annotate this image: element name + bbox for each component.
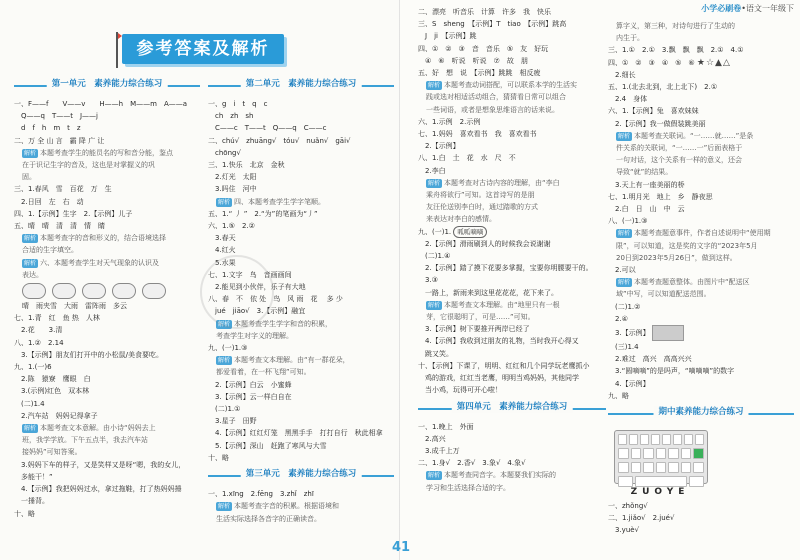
answer-line: 七、1.文字 鸟 音画画间 bbox=[208, 270, 292, 279]
sleet-icon bbox=[52, 283, 76, 299]
section-heading-unit3: 第三单元 素养能力综合练习 bbox=[208, 467, 394, 485]
explanation-line: 解析 本题考查学生的能员名的写和音分能，鉴点 bbox=[24, 148, 174, 157]
answer-line: 三、1.春风 雪 百花 万 生 bbox=[14, 185, 112, 194]
explanation-line: 都爱看着，在一杯飞翔”可知。 bbox=[216, 368, 311, 377]
explanation-line: 域”中写，可以知道配送范围。 bbox=[616, 290, 711, 299]
answer-line: 3.(示例)红色 双本林 bbox=[14, 387, 90, 396]
explanation-line: 来表达对李白的感情。 bbox=[426, 215, 496, 224]
answer-line: 当小鸡，玩得可开心啦！ bbox=[418, 386, 502, 395]
sunny-icon bbox=[22, 283, 46, 299]
answer-line: 2.难过 高兴 高高兴兴 bbox=[608, 355, 692, 364]
answer-line: 九、略 bbox=[608, 391, 629, 400]
answer-line: 5.水果 bbox=[208, 258, 236, 267]
answer-line: 3.③ bbox=[418, 276, 438, 285]
answer-line: Q——q T——t J——j bbox=[14, 112, 98, 121]
answer-line: 3.【示例】云一样白自在 bbox=[208, 392, 292, 401]
answer-line: 2.细长 bbox=[608, 70, 636, 79]
answer-line: ch zh sh bbox=[208, 112, 254, 121]
answer-line: 五、1.(北去北到，北上北下) 2.① bbox=[608, 83, 718, 92]
answer-line: 一、1.xīng 2.fēng 3.zhǐ zhī bbox=[208, 490, 314, 499]
answer-line: 3.妈妈下车的样子，又是笑样又是呀“嗯，我的女儿， bbox=[14, 460, 186, 469]
answer-line: 三、1.快乐 北京 金秋 bbox=[208, 161, 285, 170]
page-number: 41 bbox=[391, 540, 411, 555]
explanation-line: 合适的生字填空。 bbox=[22, 246, 78, 255]
answer-line: 二、漂亮 听音乐 计算 许多 我 快乐 bbox=[418, 8, 551, 16]
explanation-badge: 解析 bbox=[618, 279, 631, 287]
explanation-badge: 解析 bbox=[218, 320, 231, 328]
explanation-line: 算字义，第三种，对诗句进行了生动的 bbox=[616, 22, 735, 30]
explanation-line: 20日到2023年5月26日”，做到这样。 bbox=[616, 253, 737, 262]
explanation-line: 固。 bbox=[22, 173, 36, 182]
answer-line: 九、(一)1.③ bbox=[208, 344, 248, 353]
answer-column-1 bbox=[14, 74, 200, 520]
answer-line: 八、1.白 土 花 水 尺 不 bbox=[418, 154, 516, 163]
answer-line: 3.成千上万 bbox=[418, 446, 460, 455]
answer-line: 一、1.晚上 外面 bbox=[418, 422, 474, 431]
answer-line: 六、1.示例 2.示例 bbox=[418, 117, 481, 126]
explanation-line: 一句对话，这个关系有一样的意义，还会 bbox=[616, 156, 742, 165]
answer-line: 4.【示例】我把妈妈过水，拿过拖鞋，打了热妈妈捶 bbox=[14, 485, 182, 494]
explanation-badge: 解析 bbox=[24, 235, 37, 243]
answer-line: 4.【示例】 bbox=[608, 379, 650, 388]
explanation-line: 解析 本题考查题意整体。由图片中“配送区 bbox=[618, 278, 750, 287]
explanation-line: 生活实际选择各音字的正确读音。 bbox=[216, 514, 321, 523]
section-heading-midterm: 期中素养能力综合练习 bbox=[608, 405, 794, 423]
answer-line: 五、晴 晴 清 清 情 睛 bbox=[14, 222, 105, 231]
answer-line: 3.星子 田野 bbox=[208, 417, 257, 426]
explanation-badge: 解析 bbox=[24, 425, 37, 433]
answer-column-3 bbox=[418, 6, 606, 494]
answer-line: C——c T——t Q——q C——c bbox=[208, 124, 327, 133]
answer-line: 3.“圆嘀嘀”的是吗声，“嘀嘀嘀”的数字 bbox=[608, 367, 735, 376]
illustration-thumbnail bbox=[652, 325, 684, 341]
heavy-rain-icon bbox=[82, 283, 106, 299]
explanation-line: 解析 本题考查关联词。“一……就……”是条 bbox=[618, 131, 754, 140]
answer-line: 2.陈 猿寮 鹰眼 白 bbox=[14, 375, 91, 384]
answer-line: (二)1.4 bbox=[14, 399, 45, 408]
answer-line: 2.④ bbox=[608, 314, 628, 323]
answer-line: 四、① ② ③ 音 音乐 ⑤ 友 好玩 bbox=[418, 44, 549, 53]
explanation-line: 限”，可以知道，这是奖的文字的“2023年5月 bbox=[616, 241, 758, 250]
explanation-badge: 解析 bbox=[428, 472, 441, 480]
answer-line: 2.日回 左 右 动 bbox=[14, 197, 84, 206]
answer-line: 2.花 3.清 bbox=[14, 326, 91, 335]
answer-line: d f h m t z bbox=[14, 124, 81, 133]
explanation-badge: 解析 bbox=[618, 230, 631, 238]
explanation-line: 接妈妈”可知答案。 bbox=[22, 448, 82, 457]
section-heading-unit4: 第四单元 素养能力综合练习 bbox=[418, 400, 606, 418]
explanation-line: 解析 六、本题考查学生对天气现象的认识及 bbox=[24, 258, 160, 267]
answer-line: 七、1.青 红 鱼 热 人林 bbox=[14, 314, 100, 323]
explanation-badge: 解析 bbox=[218, 357, 231, 365]
answer-line: 2.【示例】 bbox=[418, 142, 460, 151]
star-icons: ★☆▲△ bbox=[696, 57, 731, 68]
explanation-line: 班，我学学放。下午五点半，我去汽车站 bbox=[22, 436, 148, 445]
answer-line: 一捶背。 bbox=[14, 497, 49, 506]
answer-line: 2.【示例】踏了摸下花要多掌握，宝要你明腰要干的。 bbox=[418, 264, 593, 273]
answer-line: 四、① ② ③ ④ ⑤ ⑥ ★☆▲△ bbox=[608, 57, 731, 68]
answer-line: 5.【示例】深山 赶跑了寒风与大雪 bbox=[208, 441, 327, 450]
explanation-line: 解析 本题考查动词搭配，可以联系本学的生活实 bbox=[428, 81, 578, 90]
explanation-line: 解析 四、本题考查学生学字笔顺。 bbox=[218, 197, 326, 206]
explanation-line: 解析 本题考查对古诗内容的理解，由“李白 bbox=[428, 178, 560, 187]
explanation-line: 解析 本题考查同音字。本题要我们实际的 bbox=[428, 471, 557, 480]
explanation-line: 芽，它很聪明了，可是……”可知。 bbox=[426, 313, 535, 322]
explanation-line: 解析 本题考查字音的积累。根据语境和 bbox=[218, 502, 340, 511]
answer-column-5-bottom bbox=[608, 500, 794, 537]
answer-line: 五、1.“ 丿 ” 2.“为”的笔画为“丿” bbox=[208, 209, 318, 218]
answer-line: 多能干！” bbox=[14, 472, 53, 481]
section-heading-unit2: 第二单元 素养能力综合练习 bbox=[208, 77, 394, 95]
answer-line: 2.4 身体 bbox=[608, 95, 648, 104]
explanation-line: 解析 本题考查文本理解。由“地里只有一根 bbox=[428, 300, 560, 309]
explanation-line: 学习和生活选择合适的字。 bbox=[426, 483, 510, 492]
explanation-line: 践或选对相适活动组合，猜猜看日常可以组合 bbox=[426, 93, 566, 102]
keyboard-answer-letters: ZUOYE bbox=[630, 487, 690, 497]
explanation-line: 友汪伦送别李白时，通过踏歌的方式 bbox=[426, 203, 538, 212]
answer-line: 2.白 日 山 中 云 bbox=[608, 205, 685, 214]
explanation-line: 解析 本题考查文本理解。由“有一群花朵， bbox=[218, 356, 350, 365]
answer-line: 2.高兴 bbox=[418, 434, 446, 443]
answer-line: 十、【示例】下课了，明明、红红和几个同学玩老鹰抓小 bbox=[418, 361, 590, 370]
answer-line: 4.【示例】红红灯笼 黑黑手手 打打自行 秋此相拿 bbox=[208, 429, 383, 438]
watermark-stamp bbox=[200, 255, 274, 329]
answer-line: 八、1.② 2.14 bbox=[14, 338, 64, 347]
answer-line: 一路上，新雨来到这里花花花，花下来了。 bbox=[418, 288, 558, 297]
answer-line: 二、chú√ zhuāng√ tóu√ nuǎn√ gāi√ bbox=[208, 136, 351, 145]
section-heading-unit1: 第一单元 素养能力综合练习 bbox=[14, 77, 200, 95]
answer-line: 三、1.① 2.① 3.飘 飘 飘 2.① 4.① bbox=[608, 46, 744, 55]
series-header: 小学必刷卷•语文一年级下 bbox=[701, 4, 794, 13]
answer-line: 三、S sheng 【示例】T tiao 【示例】跳高 bbox=[418, 20, 567, 29]
answer-column-5 bbox=[608, 20, 794, 426]
keyboard-illustration bbox=[614, 430, 708, 484]
answer-line: 八、春 不 依 处 鸟 风 雨 花 多 少 bbox=[208, 295, 343, 304]
explanation-line: 解析 本题考查题意事件，作者自述说明中“使用期 bbox=[618, 229, 771, 238]
explanation-badge: 解析 bbox=[618, 132, 631, 140]
answer-line: 3.天上有一座美丽的桥 bbox=[608, 180, 685, 189]
answer-line: 一、F——f V——v H——h M——m A——a bbox=[14, 100, 188, 108]
answer-line: 2.可以 bbox=[608, 266, 636, 275]
answer-line: 3.【示例】朋友们打开中的小松鼠/美食要吃。 bbox=[14, 350, 164, 359]
speech-bubble: 呱呱嘀嘀 bbox=[453, 226, 487, 238]
explanation-badge: 解析 bbox=[24, 259, 37, 267]
answer-line: 七、1.明月光 地上 乡 静夜思 bbox=[608, 192, 713, 201]
explanation-badge: 解析 bbox=[218, 198, 231, 206]
answer-line: 七、1.妈妈 喜欢看书 我 喜欢看书 bbox=[418, 130, 537, 139]
explanation-badge: 解析 bbox=[428, 179, 441, 187]
answer-line: 八、(一)1.③ bbox=[608, 217, 648, 226]
weather-icons bbox=[22, 283, 200, 299]
answer-line: (三)1.4 bbox=[608, 343, 639, 352]
explanation-badge: 解析 bbox=[218, 503, 231, 511]
explanation-line: 在于识记生字的音及，这也是对掌握义的巩 bbox=[22, 161, 155, 170]
answer-line: 3.【示例】 bbox=[608, 325, 794, 341]
answer-line: ④ ⑥ 听说 听说 ⑦ 故 朋 bbox=[418, 56, 528, 65]
answer-line: J ji 【示例】跳 bbox=[418, 32, 477, 41]
explanation-line: 内生于。 bbox=[616, 34, 644, 43]
answer-line: 4.【示例】我收到过朋友的礼物，当时我开心得又 bbox=[418, 337, 579, 346]
cloudy-icon bbox=[142, 283, 166, 299]
answer-line: 六、1.⑤ 2.② bbox=[208, 222, 255, 231]
answer-line: 4.红火 bbox=[208, 246, 236, 255]
explanation-badge: 解析 bbox=[428, 82, 441, 90]
answer-line: 2.能见到小伙伴，乐子有大地 bbox=[208, 283, 306, 292]
explanation-line: 一些词语，或者是想象思维语言的话来说。 bbox=[426, 105, 559, 114]
answer-line: 十、略 bbox=[208, 453, 229, 462]
answer-line: 鸡的游戏，红红当老鹰，明明当鸡妈妈，其他同学 bbox=[418, 374, 579, 383]
explanation-line: 解析 本题考查学生学字和音的积累， bbox=[218, 319, 333, 328]
explanation-line: 解析 本题考查字的音和形义的，结合语境选择 bbox=[24, 234, 167, 243]
answer-line: 2.汽车站 妈妈记得拿子 bbox=[14, 411, 98, 420]
answer-line: 十、略 bbox=[14, 509, 35, 518]
answer-line: 2.【示例】滑雨刷到人的时候我会说谢谢 bbox=[418, 239, 551, 248]
answer-line: (二)1.④ bbox=[418, 252, 451, 261]
answer-line: 3.吗住 河中 bbox=[208, 185, 257, 194]
explanation-line: 乘舟将欲行”可知。这首诗写的是朋 bbox=[426, 191, 535, 200]
answer-line: 二、万 全 山 言 霸 降 广 让 bbox=[14, 136, 105, 145]
explanation-line: 件关系的关联词，“一……一”后面表格于 bbox=[616, 144, 743, 153]
explanation-line: 导致“就”的结果。 bbox=[616, 168, 673, 177]
answer-line: chōng√ bbox=[208, 148, 241, 157]
answer-line: 二、1.身√ 2.香√ 3.象√ 4.象√ bbox=[418, 459, 526, 468]
explanation-line: 表达。 bbox=[22, 270, 43, 279]
flagpole-icon bbox=[112, 30, 122, 68]
answer-line: (二)1.① bbox=[208, 405, 241, 414]
answer-line: 2.灯光 太阳 bbox=[208, 173, 257, 182]
explanation-line: 考查学生对字义的理解。 bbox=[216, 331, 293, 340]
answer-line: 九、1.(一)6 bbox=[14, 363, 52, 372]
answer-line: 一、g i t q c bbox=[208, 100, 268, 108]
answer-line: 四、1.【示例】生字 2.【示例】儿子 bbox=[14, 209, 133, 218]
explanation-badge: 解析 bbox=[428, 301, 441, 309]
answer-line: 2.【示例】白云 小蜜蜂 bbox=[208, 380, 292, 389]
answer-line: 跳又笑。 bbox=[418, 349, 453, 358]
page-title: 参考答案及解析 bbox=[122, 34, 284, 64]
explanation-line: 解析 本题考查文本意解。由小诗“妈妈去上 bbox=[24, 424, 156, 433]
answer-line: 二、1.jiǎo√ 2.jué√ bbox=[608, 514, 675, 523]
answer-line: 一、zhǒng√ bbox=[608, 502, 648, 510]
explanation-badge: 解析 bbox=[24, 149, 37, 157]
answer-line: 3.春天 bbox=[208, 234, 236, 243]
thunderstorm-icon bbox=[112, 283, 136, 299]
answer-line: jué jiāo√ 3.【示例】融宜 bbox=[208, 307, 306, 316]
answer-line: 3.yuè√ bbox=[608, 526, 640, 535]
weather-labels: 晴 雨夹雪 大雨 雷阵雨 多云 bbox=[22, 302, 127, 311]
answer-line: 2.李白 bbox=[418, 166, 446, 175]
answer-line: 六、1.【示例】兔 喜欢妹妹 bbox=[608, 107, 699, 116]
answer-line: 3.【示例】树下要推开两岸已经了 bbox=[418, 325, 530, 334]
answer-line: 2.【示例】我一做假装跳美丽 bbox=[608, 119, 706, 128]
answer-line: (二)1.② bbox=[608, 302, 641, 311]
answer-line: 五、好 想 说 【示例】跳跳 相反疲 bbox=[418, 69, 541, 78]
right-page bbox=[400, 0, 800, 560]
answer-line: 九、(一)1. 呱呱嘀嘀 bbox=[418, 226, 606, 238]
